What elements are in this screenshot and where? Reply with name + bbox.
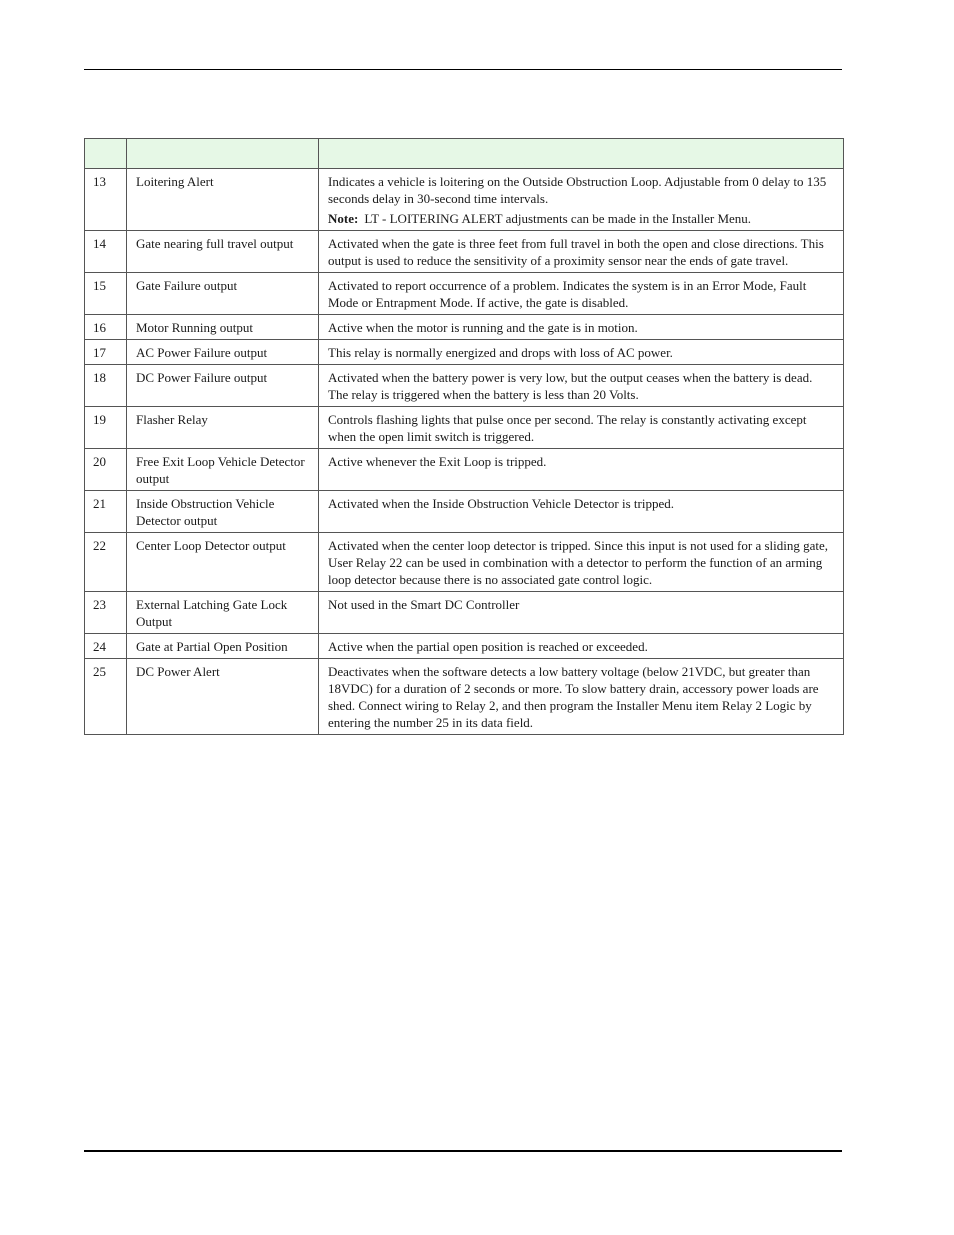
row-description: This relay is normally energized and drops with loss of AC power. xyxy=(319,340,844,365)
row-number: 16 xyxy=(85,315,127,340)
table-row xyxy=(85,592,844,634)
row-number: 25 xyxy=(85,659,127,735)
row-name: Motor Running output xyxy=(127,315,319,340)
row-name: External Latching Gate Lock Output xyxy=(127,592,319,634)
row-description: Indicates a vehicle is loitering on the Outside Obstruction Loop. Adjustable from 0 delay to 135 seconds delay in 30-second time intervals. xyxy=(328,174,827,206)
row-number: 13 xyxy=(85,169,127,231)
row-description: Activated when the gate is three feet from full travel in both the open and close directions. This output is used to reduce the sensitivity of a proximity sensor near the ends of gate travel. xyxy=(319,231,844,273)
table-row xyxy=(85,231,844,273)
row-name: Loitering Alert xyxy=(127,169,319,231)
row-number: 18 xyxy=(85,365,127,407)
note-text: LT - LOITERING ALERT adjustments can be made in the Installer Menu. xyxy=(364,211,752,226)
table-row xyxy=(85,365,844,407)
row-description: Activated when the center loop detector is tripped. Since this input is not used for a sliding gate, User Relay 22 can be used in combination with a detector to perform the function of an arming loop detector because there is no associated gate control logic. xyxy=(319,533,844,592)
row-number: 22 xyxy=(85,533,127,592)
table-row xyxy=(85,634,844,659)
row-number: 23 xyxy=(85,592,127,634)
row-number: 19 xyxy=(85,407,127,449)
table-row xyxy=(85,491,844,533)
row-name: Center Loop Detector output xyxy=(127,533,319,592)
row-description: Activated to report occurrence of a problem. Indicates the system is in an Error Mode, Fault Mode or Entrapment Mode. If active, the gate is disabled. xyxy=(319,273,844,315)
row-description: Activated when the Inside Obstruction Vehicle Detector is tripped. xyxy=(319,491,844,533)
table-row xyxy=(85,340,844,365)
row-name: Inside Obstruction Vehicle Detector output xyxy=(127,491,319,533)
row-name: DC Power Alert xyxy=(127,659,319,735)
row-number: 21 xyxy=(85,491,127,533)
table-row xyxy=(85,407,844,449)
row-name: Flasher Relay xyxy=(127,407,319,449)
row-description: Controls flashing lights that pulse once per second. The relay is constantly activating except when the open limit switch is triggered. xyxy=(319,407,844,449)
header-rule xyxy=(84,69,842,70)
row-description: Active whenever the Exit Loop is tripped. xyxy=(319,449,844,491)
row-number: 15 xyxy=(85,273,127,315)
header-cell-name xyxy=(127,139,319,169)
header-cell-number xyxy=(85,139,127,169)
row-description: Activated when the battery power is very low, but the output ceases when the battery is dead. The relay is triggered when the battery is less than 20 Volts. xyxy=(319,365,844,407)
table-row xyxy=(85,449,844,491)
row-number: 24 xyxy=(85,634,127,659)
row-name: DC Power Failure output xyxy=(127,365,319,407)
row-description: Deactivates when the software detects a low battery voltage (below 21VDC, but greater than 18VDC) for a duration of 2 seconds or more. To slow battery drain, accessory power loads are shed. Connect wiring to Relay 2, and then program the Installer Menu item Relay 2 Logic by entering the number 25 in its data field. xyxy=(319,659,844,735)
row-name: Free Exit Loop Vehicle Detector output xyxy=(127,449,319,491)
row-description-cell xyxy=(319,169,844,231)
footer-rule xyxy=(84,1150,842,1152)
table-header-row xyxy=(85,139,844,169)
row-name: AC Power Failure output xyxy=(127,340,319,365)
row-name: Gate nearing full travel output xyxy=(127,231,319,273)
row-name: Gate Failure output xyxy=(127,273,319,315)
row-number: 20 xyxy=(85,449,127,491)
table-row xyxy=(85,169,844,231)
row-name: Gate at Partial Open Position xyxy=(127,634,319,659)
table-row xyxy=(85,315,844,340)
row-description: Active when the motor is running and the gate is in motion. xyxy=(319,315,844,340)
table-row xyxy=(85,273,844,315)
note xyxy=(328,210,834,227)
table-row xyxy=(85,533,844,592)
row-number: 14 xyxy=(85,231,127,273)
row-description: Not used in the Smart DC Controller xyxy=(319,592,844,634)
header-cell-description xyxy=(319,139,844,169)
relay-logic-table xyxy=(84,138,844,735)
note-label: Note: xyxy=(328,211,359,226)
row-number: 17 xyxy=(85,340,127,365)
table-row xyxy=(85,659,844,735)
row-description: Active when the partial open position is reached or exceeded. xyxy=(319,634,844,659)
